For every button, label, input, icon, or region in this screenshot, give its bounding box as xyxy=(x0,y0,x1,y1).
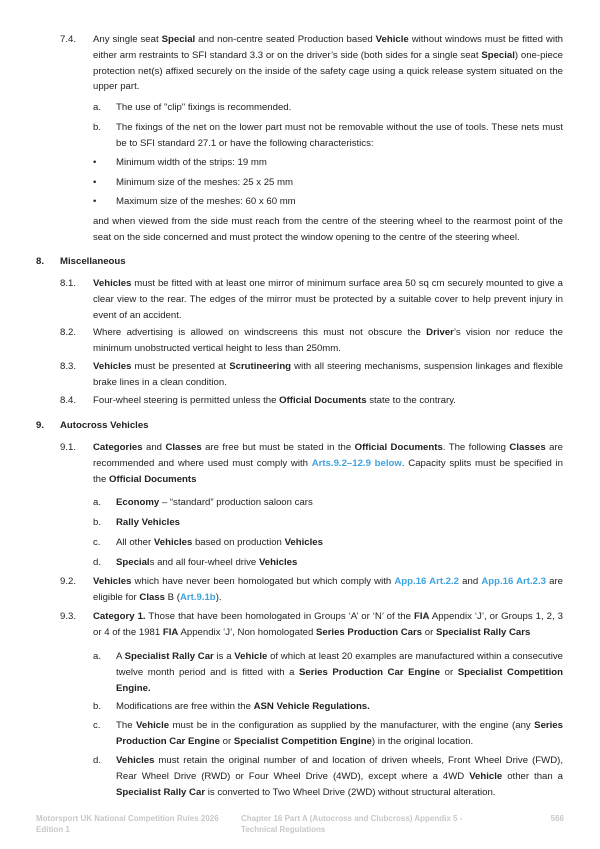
text-run: Appendix ‘J’, or Groups 1, 2, 3 or 4 of the 1981 xyxy=(93,611,563,638)
defined-term: Rally Vehicles xyxy=(116,517,180,528)
text-run: All other xyxy=(116,537,154,548)
sub-clause-text xyxy=(116,649,563,696)
defined-term: Class xyxy=(139,591,166,603)
text-run: Those that have been homologated in Groups ‘A’ or ‘N’ of the xyxy=(145,611,414,622)
cross-reference-link[interactable]: App.16 Art.2.3 xyxy=(481,576,546,587)
sub-clause-text xyxy=(116,495,563,511)
defined-term: Vehicle xyxy=(234,651,268,662)
clause-text xyxy=(93,325,563,357)
clause-number: 9.1. xyxy=(60,442,77,453)
text-run: state to the contrary. xyxy=(366,395,456,406)
defined-term: Special xyxy=(481,49,515,61)
defined-term: Specialist Rally Car xyxy=(116,786,206,798)
bullet-text: Minimum width of the strips: 19 mm xyxy=(116,157,267,168)
defined-term: Vehicle xyxy=(469,770,503,782)
defined-term: Specialist Rally Cars xyxy=(435,626,531,638)
text-run: other than a xyxy=(502,770,564,782)
text-run: of which at least 20 examples are manufactured within a consecutive twelve month period and is fitted with a xyxy=(116,651,563,678)
cross-reference-link[interactable]: App.16 Art.2.2 xyxy=(394,576,460,587)
text-run: or xyxy=(440,666,458,678)
defined-term: Category 1. xyxy=(93,611,146,622)
clause-number: 9.2. xyxy=(60,576,77,587)
text-run: B ( xyxy=(165,591,180,603)
defined-term: Vehicles xyxy=(153,537,193,548)
text-run: are free but must be stated in the xyxy=(201,442,355,453)
defined-term: Vehicle xyxy=(375,34,409,45)
sub-clause-number: b. xyxy=(93,122,102,133)
defined-term: Driver xyxy=(426,327,454,338)
sub-clause-text: The use of "clip" fixings is recommended. xyxy=(116,102,292,113)
sub-clause-number: d. xyxy=(93,755,102,766)
text-run: ) one-piece protection net(s) affixed securely on the inside of the safety cage using a quick release system situated on the upper part. xyxy=(93,49,564,93)
text-run: must be fitted with at least one mirror of minimum surface area 50 sq cm securely mounted to give a clear view to the rear. The edges of the mirror must be protected by a suitable cover to help prevent injury in event of an accident. xyxy=(93,278,563,321)
defined-term: FIA xyxy=(413,611,430,622)
sub-clause-text xyxy=(116,699,563,715)
defined-term: Specialist Competition Engine. xyxy=(116,666,563,694)
text-run: or xyxy=(219,735,234,747)
sub-clause-number: a. xyxy=(93,651,102,662)
text-run: and xyxy=(459,576,482,587)
text-run: are recommended and where used must comply with xyxy=(93,442,563,469)
clause-number: 7.4. xyxy=(60,34,77,45)
text-run: or xyxy=(422,626,436,638)
bullet: • xyxy=(93,196,97,207)
sub-clause-number: a. xyxy=(93,497,102,508)
clause-number: 8.4. xyxy=(60,395,77,406)
defined-term: Special xyxy=(116,557,150,568)
text-run: which have never been homologated but which comply with xyxy=(131,576,395,587)
defined-term: Special xyxy=(161,34,196,45)
bullet: • xyxy=(93,177,97,188)
bullet: • xyxy=(93,157,97,168)
section-number: 8. xyxy=(36,256,45,267)
defined-term: Vehicles xyxy=(116,755,155,766)
cross-reference-link[interactable]: Arts.9.2–12.9 below xyxy=(311,457,402,469)
sub-clause-text xyxy=(116,718,563,750)
sub-clause-number: d. xyxy=(93,557,102,568)
defined-term: Scrutineering xyxy=(229,361,292,372)
defined-term: Specialist Competition Engine xyxy=(233,735,372,747)
defined-term: Classes xyxy=(509,442,546,453)
text-run: must be in the configuration as supplied by the manufacturer, with the engine (any xyxy=(169,720,535,731)
text-run: must retain the original number of and location of driven wheels, Front Wheel Drive (FWD), Rear Wheel Drive (RWD) or Four Wheel Drive (4WD), except where a 4WD xyxy=(116,755,563,782)
text-run: ) in the original location. xyxy=(371,735,474,747)
clause-closing-text: and when viewed from the side must reach from the centre of the steering wheel to the rearmost point of the seat on the side concerned and must protect the window opening to the centre of the steering wheel. xyxy=(93,216,563,243)
bullet-text: Maximum size of the meshes: 60 x 60 mm xyxy=(116,196,296,207)
sub-clause-text xyxy=(116,753,563,800)
section-title: Miscellaneous xyxy=(60,256,126,267)
defined-term: Vehicles xyxy=(284,537,323,548)
clause-number: 9.3. xyxy=(60,611,77,622)
footer-chapter: Chapter 16 Part A (Autocross and Clubcross) Appendix 5 - Technical Regulations xyxy=(241,814,463,834)
text-run: . Capacity splits must be specified in the xyxy=(93,457,563,485)
clause-text xyxy=(93,359,563,391)
defined-term: ASN Vehicle Regulations. xyxy=(253,701,370,712)
sub-clause-text: The fixings of the net on the lower part must not be removable without the use of tools. These nets must be to SFI standard 27.1 or have the following characteristics: xyxy=(116,122,563,149)
sub-clause-number: b. xyxy=(93,701,102,712)
sub-clause-text xyxy=(116,535,563,551)
cross-reference-link[interactable]: Art.9.1b xyxy=(179,591,216,603)
defined-term: Classes xyxy=(165,442,202,453)
sub-clause-number: b. xyxy=(93,517,102,528)
text-run: ). xyxy=(215,591,222,603)
text-run: are eligible for xyxy=(93,576,563,603)
defined-term: Vehicles xyxy=(93,278,132,289)
defined-term: FIA xyxy=(162,626,179,638)
defined-term: Vehicles xyxy=(93,576,132,587)
clause-text xyxy=(93,440,563,487)
sub-clause-number: c. xyxy=(93,720,101,731)
text-run: and non-centre seated Production based xyxy=(195,34,376,45)
defined-term: Vehicles xyxy=(93,361,132,372)
section-title: Autocross Vehicles xyxy=(60,420,149,431)
defined-term: Series Production Cars xyxy=(315,626,423,638)
clause-text xyxy=(93,609,563,641)
bullet-text: Minimum size of the meshes: 25 x 25 mm xyxy=(116,177,294,188)
footer-rulebook: Motorsport UK National Competition Rules 2026 Edition 1 xyxy=(36,814,219,834)
defined-term: Series Production Car Engine xyxy=(299,666,441,678)
clause-text xyxy=(93,276,563,323)
defined-term: Vehicle xyxy=(136,720,170,731)
text-run: based on production xyxy=(192,537,285,548)
sub-clause-number: a. xyxy=(93,102,102,113)
defined-term: Series Production Car Engine xyxy=(116,720,563,747)
text-run: A xyxy=(116,651,125,662)
sub-clause-text xyxy=(116,555,563,571)
sub-clause-text xyxy=(116,515,563,531)
clause-number: 8.2. xyxy=(60,327,77,338)
section-number: 9. xyxy=(36,420,45,431)
defined-term: Official Documents xyxy=(109,473,197,485)
text-run: ’s vision nor reduce the minimum unobstructed vertical height to less than 250mm. xyxy=(93,327,564,354)
clause-text xyxy=(93,32,563,95)
text-run: without windows must be fitted with either arm restraints to SFI standard 3.3 or on the driver’s side (both sides for a single seat xyxy=(93,34,563,61)
text-run: Appendix ‘J’, Non homologated xyxy=(178,626,316,638)
clause-text xyxy=(93,393,563,409)
text-run: – “standard” production saloon cars xyxy=(159,497,313,508)
text-run: s and all four-wheel drive xyxy=(149,557,259,568)
text-run: The xyxy=(116,720,136,731)
text-run: Modifications are free within the xyxy=(116,701,254,712)
text-run: and xyxy=(142,442,166,453)
text-run: Any single seat xyxy=(93,34,162,45)
defined-term: Official Documents xyxy=(279,395,367,406)
text-run: Where advertising is allowed on windscreens this must not obscure the xyxy=(93,327,427,338)
text-run: is a xyxy=(213,651,235,662)
defined-term: Specialist Rally Car xyxy=(124,651,214,662)
defined-term: Vehicles xyxy=(258,557,298,568)
text-run: with all steering mechanisms, suspension linkages and flexible brake lines in a clean condition. xyxy=(93,361,563,388)
clause-number: 8.3. xyxy=(60,361,77,372)
page-number: 566 xyxy=(550,814,564,823)
text-run: is converted to Two Wheel Drive (2WD) without structural alteration. xyxy=(205,786,496,798)
text-run: . The following xyxy=(442,442,510,453)
defined-term: Categories xyxy=(93,442,143,453)
text-run: must be presented at xyxy=(131,361,230,372)
clause-text xyxy=(93,574,563,606)
text-run: Four-wheel steering is permitted unless the xyxy=(93,395,280,406)
clause-number: 8.1. xyxy=(60,278,77,289)
sub-clause-number: c. xyxy=(93,537,101,548)
defined-term: Official Documents xyxy=(354,442,443,453)
defined-term: Economy xyxy=(116,497,160,508)
